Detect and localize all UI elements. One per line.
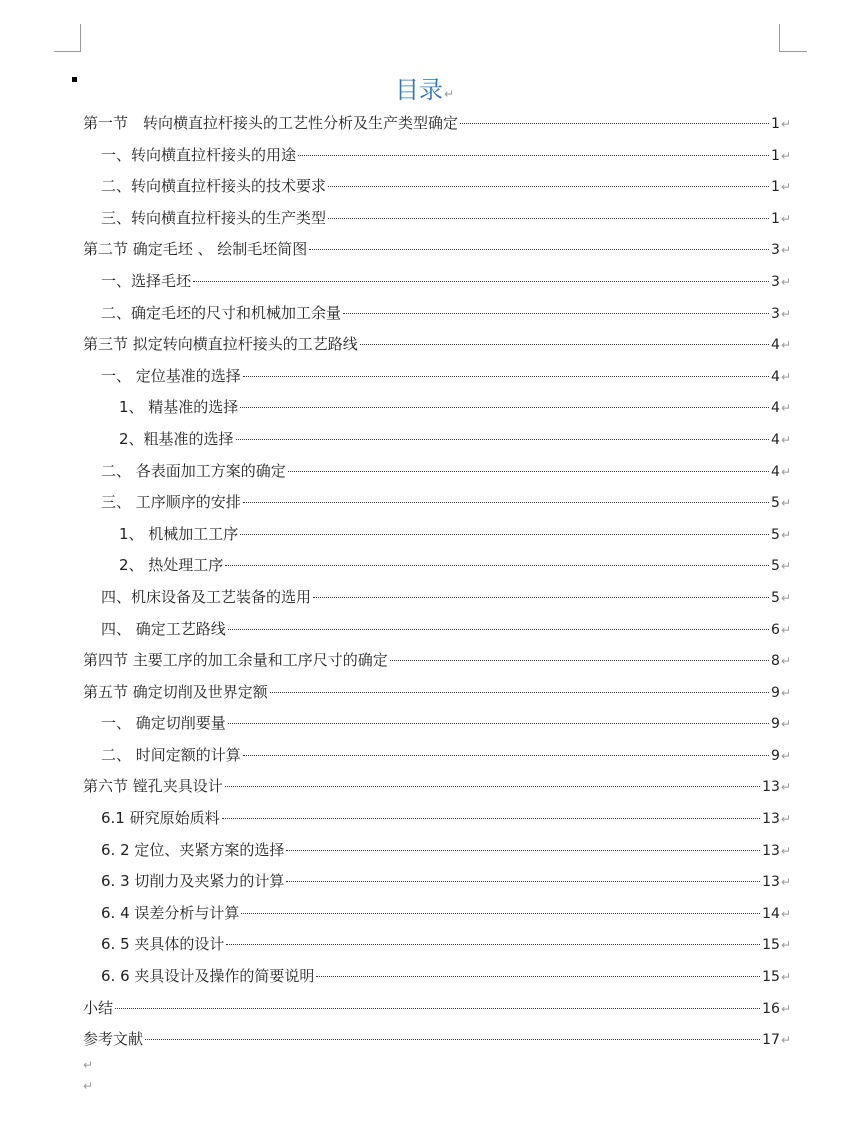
empty-paragraph-mark-icon: ↵ [83, 1058, 94, 1072]
toc-entry[interactable] [83, 835, 791, 867]
return-mark-icon: ↵ [780, 1033, 791, 1048]
return-mark-icon: ↵ [780, 843, 791, 858]
toc-entry[interactable] [83, 519, 791, 551]
toc-page-number[interactable]: 9 [771, 684, 780, 701]
toc-page-number[interactable]: 6 [771, 621, 780, 638]
toc-title-text: 目录 [394, 76, 443, 104]
toc-dot-leader [286, 850, 760, 851]
toc-page-number[interactable]: 9 [771, 747, 780, 764]
toc-entry[interactable] [83, 771, 791, 803]
return-mark-icon: ↵ [780, 401, 791, 416]
toc-entry-text[interactable]: 1、 机械加工工序 [119, 524, 239, 543]
toc-entry[interactable] [83, 424, 791, 456]
toc-dot-leader [226, 944, 760, 945]
return-mark-icon: ↵ [780, 1001, 791, 1016]
toc-entry[interactable] [83, 266, 791, 298]
toc-entry[interactable] [83, 298, 791, 330]
toc-entry-text[interactable]: 6. 3 切削力及夹紧力的计算 [101, 872, 285, 891]
return-mark-icon: ↵ [780, 717, 791, 732]
toc-dot-leader [328, 218, 769, 219]
toc-entry-text[interactable]: 三、 工序顺序的安排 [101, 493, 241, 512]
toc-entry-text[interactable]: 2、 热处理工序 [119, 556, 224, 575]
toc-entry-text[interactable]: 第六节 镗孔夹具设计 [83, 777, 223, 796]
toc-entry-text[interactable]: 二、转向横直拉杆接头的技术要求 [101, 177, 327, 196]
toc-entry[interactable] [83, 234, 791, 266]
toc-page-number[interactable]: 3 [771, 242, 780, 259]
toc-entry[interactable] [83, 550, 791, 582]
toc-dot-leader [225, 565, 769, 566]
toc-entry-text[interactable]: 6. 6 夹具设计及操作的简要说明 [101, 967, 315, 986]
return-mark-icon: ↵ [780, 464, 791, 479]
toc-page-number[interactable]: 15 [762, 969, 780, 986]
toc-dot-leader [240, 407, 769, 408]
toc-page-number[interactable]: 4 [771, 463, 780, 480]
toc-entry[interactable] [83, 140, 791, 172]
toc-page-number[interactable]: 13 [762, 779, 780, 796]
toc-page-number[interactable]: 8 [771, 653, 780, 670]
return-mark-icon: ↵ [780, 496, 791, 511]
toc-page-number[interactable]: 1 [771, 210, 780, 227]
toc-entry-text[interactable]: 第三节 拟定转向横直拉杆接头的工艺路线 [83, 335, 358, 354]
toc-entry-text[interactable]: 6.1 研究原始质料 [101, 809, 220, 828]
toc-entry[interactable] [83, 645, 791, 677]
toc-page-number[interactable]: 5 [771, 495, 780, 512]
toc-dot-leader [390, 660, 769, 661]
toc-entry-text[interactable]: 参考文献 [83, 1030, 144, 1049]
return-mark-icon: ↵ [780, 938, 791, 953]
return-mark-icon: ↵ [780, 685, 791, 700]
toc-dot-leader [343, 313, 769, 314]
toc-entry-text[interactable]: 第一节 转向横直拉杆接头的工艺性分析及生产类型确定 [83, 114, 459, 132]
toc-dot-leader [270, 692, 769, 693]
return-mark-icon: ↵ [780, 590, 791, 605]
toc-entry[interactable] [83, 582, 791, 614]
toc-dot-leader [236, 439, 769, 440]
toc-page-number[interactable]: 5 [771, 589, 780, 606]
toc-entry[interactable] [83, 740, 791, 772]
toc-dot-leader [115, 1008, 760, 1009]
toc-entry-text[interactable]: 小结 [83, 998, 114, 1017]
toc-entry[interactable] [83, 171, 791, 203]
toc-entry[interactable] [83, 329, 791, 361]
return-mark-icon: ↵ [780, 117, 791, 131]
toc-entry[interactable] [83, 993, 791, 1025]
toc-entry[interactable] [83, 677, 791, 709]
toc-entry[interactable] [83, 108, 791, 140]
toc-page-number[interactable]: 3 [771, 305, 780, 322]
toc-entry-text[interactable]: 2、粗基准的选择 [119, 429, 234, 448]
toc-dot-leader [228, 629, 769, 630]
toc-entry[interactable] [83, 487, 791, 519]
toc-dot-leader [243, 755, 769, 756]
toc-dot-leader [145, 1039, 760, 1040]
toc-entry[interactable] [83, 392, 791, 424]
toc-entry[interactable] [83, 361, 791, 393]
toc-page-number[interactable]: 13 [762, 874, 780, 891]
toc-entry-text[interactable]: 6. 5 夹具体的设计 [101, 935, 225, 954]
return-mark-icon: ↵ [780, 306, 791, 321]
toc-entry-text[interactable]: 二、 各表面加工方案的确定 [101, 461, 286, 480]
toc-page-number[interactable]: 3 [771, 273, 780, 290]
return-mark-icon: ↵ [780, 906, 791, 921]
toc-entry-text[interactable]: 第二节 确定毛坯 、 绘制毛坯简图 [83, 240, 308, 259]
toc-entry[interactable] [83, 614, 791, 646]
toc-page-number[interactable]: 13 [762, 842, 780, 859]
return-mark-icon: ↵ [780, 180, 791, 195]
toc-dot-leader [228, 723, 769, 724]
toc-entry-text[interactable]: 二、 时间定额的计算 [101, 745, 241, 764]
toc-page-number[interactable]: 17 [762, 1032, 780, 1049]
toc-entry[interactable] [83, 866, 791, 898]
return-mark-icon: ↵ [780, 369, 791, 384]
toc-page-number[interactable]: 16 [762, 1000, 780, 1017]
toc-dot-leader [222, 818, 760, 819]
return-mark-icon: ↵ [780, 148, 791, 163]
toc-dot-leader [286, 881, 760, 882]
table-of-contents [83, 108, 791, 1056]
return-mark-icon: ↵ [780, 748, 791, 763]
toc-dot-leader [309, 249, 769, 250]
toc-entry-text[interactable]: 一、 确定切削要量 [101, 714, 226, 733]
toc-entry[interactable] [83, 708, 791, 740]
toc-entry-text[interactable]: 一、选择毛坯 [101, 271, 192, 290]
toc-entry-text[interactable]: 6. 4 误差分析与计算 [101, 903, 240, 922]
toc-dot-leader [240, 534, 769, 535]
toc-entry-text[interactable]: 一、 定位基准的选择 [101, 366, 241, 385]
toc-page-number[interactable]: 5 [771, 526, 780, 543]
return-mark-icon: ↵ [780, 338, 791, 353]
toc-dot-leader [243, 502, 769, 503]
toc-page-number[interactable]: 9 [771, 716, 780, 733]
toc-entry[interactable] [83, 929, 791, 961]
toc-page-number[interactable]: 1 [771, 116, 780, 132]
return-mark-icon: ↵ [780, 654, 791, 669]
toc-dot-leader [316, 976, 760, 977]
toc-dot-leader [360, 344, 769, 345]
toc-dot-leader [225, 786, 760, 787]
toc-page-number[interactable]: 1 [771, 147, 780, 164]
toc-dot-leader [460, 123, 769, 124]
toc-entry[interactable] [83, 961, 791, 993]
toc-dot-leader [241, 913, 760, 914]
toc-entry-text[interactable]: 四、机床设备及工艺装备的选用 [101, 587, 312, 606]
toc-dot-leader [193, 281, 769, 282]
toc-entry-text[interactable]: 第四节 主要工序的加工余量和工序尺寸的确定 [83, 651, 388, 670]
toc-entry-text[interactable]: 6. 2 定位、夹紧方案的选择 [101, 840, 285, 859]
toc-dot-leader [313, 597, 769, 598]
toc-dot-leader [328, 186, 769, 187]
toc-entry[interactable] [83, 203, 791, 235]
return-mark-icon: ↵ [780, 812, 791, 827]
return-mark-icon: ↵ [780, 970, 791, 985]
toc-title [0, 72, 849, 112]
toc-entry-text[interactable]: 二、确定毛坯的尺寸和机械加工余量 [101, 303, 342, 322]
toc-page-number[interactable]: 4 [771, 400, 780, 417]
toc-entry-text[interactable]: 四、 确定工艺路线 [101, 619, 226, 638]
toc-dot-leader [288, 471, 769, 472]
toc-entry[interactable] [83, 898, 791, 930]
toc-entry-text[interactable]: 第五节 确定切削及世界定额 [83, 682, 268, 701]
crop-mark-top-right [779, 24, 807, 52]
return-mark-icon: ↵ [780, 780, 791, 795]
return-mark-icon: ↵ [780, 527, 791, 542]
toc-dot-leader [298, 155, 769, 156]
toc-dot-leader [243, 376, 769, 377]
toc-page-number[interactable]: 1 [771, 179, 780, 196]
return-mark-icon: ↵ [780, 274, 791, 289]
toc-entry-text[interactable]: 三、转向横直拉杆接头的生产类型 [101, 208, 327, 227]
toc-page-number[interactable]: 13 [762, 811, 780, 828]
toc-entry[interactable] [83, 456, 791, 488]
toc-page-number[interactable]: 4 [771, 431, 780, 448]
return-mark-icon: ↵ [780, 559, 791, 574]
return-mark-icon: ↵ [780, 432, 791, 447]
return-mark-icon: ↵ [780, 875, 791, 890]
return-mark-icon: ↵ [780, 211, 791, 226]
toc-page-number[interactable]: 5 [771, 558, 780, 575]
toc-entry-text[interactable]: 1、 精基准的选择 [119, 398, 239, 417]
return-mark-icon: ↵ [780, 622, 791, 637]
toc-entry[interactable] [83, 803, 791, 835]
return-mark-icon: ↵ [443, 87, 455, 101]
crop-mark-top-left [54, 24, 81, 52]
toc-page-number[interactable]: 15 [762, 937, 780, 954]
toc-page-number[interactable]: 14 [762, 905, 780, 922]
toc-page-number[interactable]: 4 [771, 337, 780, 354]
return-mark-icon: ↵ [780, 243, 791, 258]
toc-entry[interactable] [83, 1024, 791, 1056]
toc-entry-text[interactable]: 一、转向横直拉杆接头的用途 [101, 145, 297, 164]
toc-page-number[interactable]: 4 [771, 368, 780, 385]
empty-paragraph-mark-icon: ↵ [83, 1079, 94, 1093]
